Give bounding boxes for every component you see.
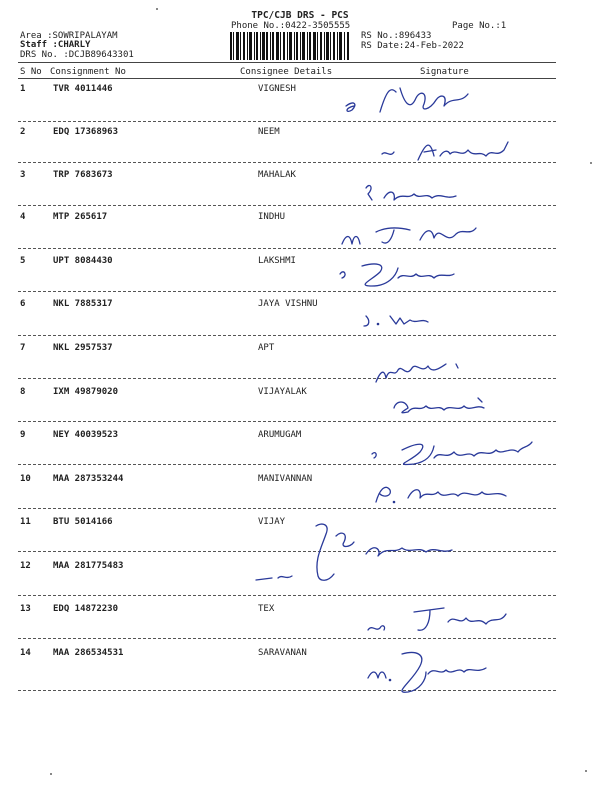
signature-10 [366,478,526,508]
row-consignment: MAA 281775483 [53,561,124,571]
row-consignment: NKL 7885317 [53,299,113,309]
row-consignment: EDQ 17368963 [53,127,119,137]
row-consignment: NKL 2957537 [53,343,113,353]
signature-2 [378,136,538,166]
signature-6 [360,308,450,330]
row-consignee: JAYA VISHNU [258,299,318,309]
signature-7 [370,358,480,388]
row-consignee: APT [258,343,275,353]
signature-11 [250,520,500,590]
signature-8 [388,392,508,418]
rs-date: RS Date:24-Feb-2022 [361,41,464,51]
row-consignee: TEX [258,604,275,614]
row-divider [18,335,556,336]
row-consignee: MANIVANNAN [258,474,313,484]
row-divider [18,595,556,596]
signature-4 [336,218,496,252]
row-consignment: TVR 4011446 [53,84,113,94]
row-consignment: MAA 286534531 [53,648,124,658]
row-divider [18,421,556,422]
row-consignee: NEEM [258,127,280,137]
row-consignment: NEY 40039523 [53,430,119,440]
row-consignment: MAA 287353244 [53,474,124,484]
row-consignment: IXM 49879020 [53,387,119,397]
scan-speck [50,773,52,775]
row-consignment: EDQ 14872230 [53,604,119,614]
row-sno: 8 [20,387,26,397]
row-sno: 10 [20,474,31,484]
column-consignee: Consignee Details [240,67,333,77]
rs-number: RS No.:896433 [361,31,432,41]
row-divider [18,638,556,639]
row-consignee: INDHU [258,212,286,222]
signature-9 [362,432,542,474]
row-consignment: UPT 8084430 [53,256,113,266]
row-consignment: TRP 7683673 [53,170,113,180]
row-sno: 2 [20,127,26,137]
row-sno: 6 [20,299,26,309]
barcode-image [230,32,350,60]
row-divider [18,508,556,509]
row-sno: 4 [20,212,26,222]
row-consignee: MAHALAK [258,170,296,180]
signature-14 [362,648,502,698]
scan-speck [585,770,587,772]
row-sno: 3 [20,170,26,180]
scan-speck [156,8,158,10]
row-consignee: LAKSHMI [258,256,296,266]
row-consignee: VIJAY [258,517,286,527]
row-consignee: SARAVANAN [258,648,307,658]
scan-speck [590,162,592,164]
signature-13 [362,604,522,638]
signature-1 [340,82,500,122]
header-divider-top [18,62,556,63]
row-sno: 5 [20,256,26,266]
row-sno: 9 [20,430,26,440]
drs-number: DRS No. :DCJB89643301 [20,50,134,60]
column-signature: Signature [420,67,469,77]
row-sno: 14 [20,648,31,658]
staff-field: Staff :CHARLY [20,40,91,50]
row-sno: 12 [20,561,31,571]
row-consignee: VIGNESH [258,84,296,94]
row-consignee: ARUMUGAM [258,430,302,440]
area-field: Area :SOWRIPALAYAM [20,31,118,41]
row-sno: 11 [20,517,31,527]
column-sno: S No [20,67,42,77]
row-consignment: MTP 265617 [53,212,108,222]
row-sno: 13 [20,604,31,614]
header-divider-bottom [18,78,556,79]
signature-3 [360,178,490,206]
signature-5 [336,258,486,292]
row-consignee: VIJAYALAK [258,387,307,397]
column-consignment: Consignment No [50,67,126,77]
page-number: Page No.:1 [452,21,507,31]
phone-number: Phone No.:0422-3505555 [231,21,351,31]
row-consignment: BTU 5014166 [53,517,113,527]
sheet-title: TPC/CJB DRS - PCS [251,10,349,21]
row-sno: 7 [20,343,26,353]
row-sno: 1 [20,84,26,94]
